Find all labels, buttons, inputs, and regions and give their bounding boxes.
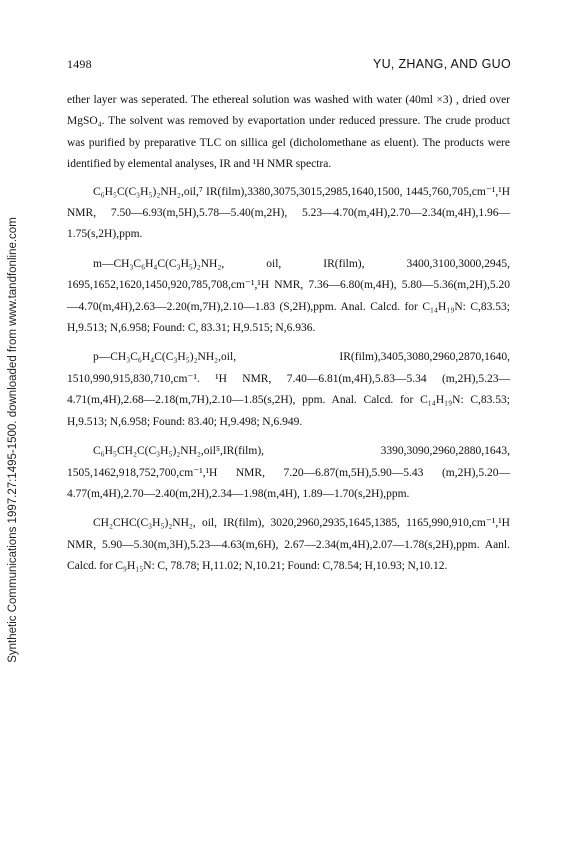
compound-vinyl-data: CH₂CHC(C₃H₅)₂NH₂, oil, IR(film), 3020,2960,2935,1645,1385, 1165,990,910,cm⁻¹,¹H NMR, 5.90—5.30(m,3H),5.23—4.63(m,6H), 2.67—2.34(m,4H),2.07—1.78(s,2H),ppm. Aanl. Calcd. for C₉H₁₅N: C, 78.78; H,11.02; N,10.21; Found: C,78.54; H,10.93; N,10.12.: [67, 517, 510, 573]
running-head: YU, ZHANG, AND GUO: [372, 57, 511, 71]
compound-phenyl-data: C₆H₅C(C₃H₅)₂NH₂,oil,⁷ IR(film),3380,3075,3015,2985,1640,1500, 1445,760,705,cm⁻¹,¹H NMR, 7.50—6.93(m,5H),5.78—5.40(m,2H), 5.23—4.70(m,4H),2.70—2.34(m,4H),1.96—1.75(s,2H),ppm.: [67, 185, 510, 241]
page-header: [67, 57, 511, 72]
page-number: 1498: [67, 57, 92, 71]
compound-para-tolyl-data: p—CH₃C₆H₄C(C₃H₅)₂NH₂,oil, IR(film),3405,3080,2960,2870,1640, 1510,990,915,830,710,cm⁻¹. ¹H NMR, 7.40—6.81(m,4H),5.83—5.34 (m,2H),5.23—4.71(m,4H),2.68—2.18(m,7H),2.10—1.85(s,2H), ppm. Anal. Calcd. for C₁₄H₁₉N: C,83.53; H,9.513; N,6.958; Found: 83.40; H,9.498; N,6.949.: [67, 351, 510, 428]
article-body: [67, 90, 510, 578]
download-watermark-text: Synthetic Communications 1997.27:1495-1500. downloaded from www.tandfonline.com: [7, 217, 20, 663]
experimental-paragraph: ether layer was seperated. The ethereal solution was washed with water (40ml ×3) , dried over MgSO₄. The solvent was removed by evaportation under reduced pressure. The crude product was purified by preparative TLC on sillica gel (dicholomethane as eluent). The products were identified by elemental analyses, IR and ¹H NMR spectra.: [67, 94, 510, 171]
download-watermark: [3, 190, 23, 690]
compound-benzyl-data: C₆H₅CH₂C(C₃H₅)₂NH₂,oil⁵,IR(film), 3390,3090,2960,2880,1643, 1505,1462,918,752,700,cm⁻¹,¹H NMR, 7.20—6.87(m,5H),5.90—5.43 (m,2H),5.20—4.77(m,4H),2.70—2.40(m,2H),2.34—1.98(m,4H), 1.89—1.70(s,2H),ppm.: [67, 445, 510, 500]
compound-meta-tolyl-data: m—CH₃C₆H₄C(C₃H₅)₂NH₂, oil, IR(film), 3400,3100,3000,2945, 1695,1652,1620,1450,920,785,708,cm⁻¹,¹H NMR, 7.36—6.80(m,4H), 5.80—5.36(m,2H),5.20—4.70(m,4H),2.63—2.20(m,7H),2.10—1.83 (S,2H),ppm. Anal. Calcd. for C₁₄H₁₉N: C,83.53; H,9.513; N,6.958; Found: C, 83.31; H,9.515; N,6.936.: [67, 257, 510, 335]
